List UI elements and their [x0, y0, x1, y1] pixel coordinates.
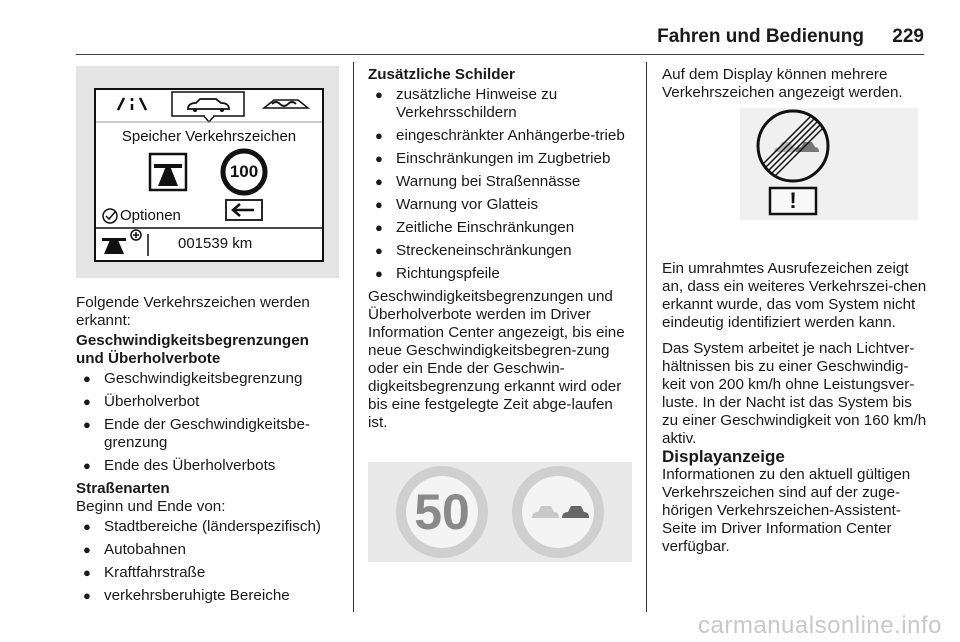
- watermark: carmanualsonline.info: [698, 612, 942, 639]
- section-heading-speed-limits: Geschwindigkeitsbegrenzungen und Überholverbote: [76, 332, 309, 367]
- page-title: Fahren und Bedienung: [657, 26, 864, 47]
- header-rule: [76, 54, 924, 55]
- road-types-list: [76, 518, 340, 605]
- speed-limit-50-value: 50: [414, 484, 470, 540]
- list-item: ● Kraftfahrstraße: [76, 564, 340, 582]
- list-item: ● Autobahnen: [76, 541, 340, 559]
- column-divider-2: [646, 62, 647, 612]
- check-circle-icon: [103, 209, 117, 223]
- display-illustration: [76, 66, 339, 278]
- display-info-text: Informationen zu den aktuell gültigen Verkehrszeichen sind auf der zuge-hörigen Verkehrszeichen-Assistent-Seite im Driver Information Center verfügbar.: [662, 466, 911, 555]
- list-item: ● Ende der Geschwindigkeitsbe-grenzung: [76, 416, 340, 452]
- signs-illustration: [368, 462, 632, 562]
- motorway-sign-icon: [150, 154, 186, 190]
- exclamation-mark: !: [789, 188, 797, 213]
- page-number: 229: [892, 26, 924, 47]
- column-divider-1: [353, 62, 354, 612]
- exclamation-description: Ein umrahmtes Ausrufezeichen zeigt an, dass ein weiteres Verkehrszei-chen erkannt wurde, das vom System nicht eindeutig identifiziert werden kann.: [662, 260, 927, 331]
- end-of-restrictions-sign: [758, 111, 828, 181]
- options-label: Optionen: [120, 207, 181, 224]
- list-item: ● verkehrsberuhigte Bereiche: [76, 587, 340, 605]
- road-icon: [118, 98, 146, 110]
- list-item: ● Überholverbot: [76, 393, 340, 411]
- list-item: ● Ende des Überholverbots: [76, 457, 340, 475]
- odometer-value: 001539 km: [178, 235, 253, 252]
- page-header: [76, 26, 924, 50]
- list-item: ● zusätzliche Hinweise zu Verkehrsschildern: [368, 86, 634, 122]
- list-item: ● Warnung bei Straßennässe: [368, 173, 634, 191]
- list-item: ● Einschränkungen im Zugbetrieb: [368, 150, 634, 168]
- list-item: ● Streckeneinschränkungen: [368, 242, 634, 260]
- speed-limits-list: [76, 370, 340, 475]
- display-frame: [94, 88, 324, 262]
- section-heading-additional-signs: Zusätzliche Schilder: [368, 66, 515, 83]
- no-overtaking-sign: [512, 466, 604, 558]
- additional-signs-list: [368, 86, 634, 283]
- intro-text: Folgende Verkehrszeichen werden erkannt:: [76, 294, 310, 329]
- list-item: ● Richtungspfeile: [368, 265, 634, 283]
- column-2: [368, 66, 634, 432]
- road-types-intro: Beginn und Ende von:: [76, 498, 226, 515]
- section-heading-display: Displayanzeige: [662, 447, 785, 466]
- list-item: ● Zeitliche Einschränkungen: [368, 219, 634, 237]
- list-item: ● eingeschränkter Anhängerbe-trieb: [368, 127, 634, 145]
- list-item: ● Warnung vor Glatteis: [368, 196, 634, 214]
- end-restriction-illustration: [740, 108, 918, 220]
- display-multiple-text: Auf dem Display können mehrere Verkehrszeichen angezeigt werden.: [662, 66, 903, 101]
- back-arrow-icon: [226, 200, 262, 220]
- section-heading-road-types: Straßenarten: [76, 480, 170, 497]
- system-speed-text: Das System arbeitet je nach Lichtver-hältnissen bis zu einer Geschwindig-keit von 200 km/h ohne Leistungsver-luste. In der Nacht ist das System bis zu einer Geschwindigkeit von 160 km/h aktiv.: [662, 340, 927, 447]
- list-item: ● Geschwindigkeitsbegrenzung: [76, 370, 340, 388]
- display-title: Speicher Verkehrszeichen: [121, 128, 297, 145]
- speed-limit-value: 100: [229, 162, 259, 181]
- body-paragraph: Geschwindigkeitsbegrenzungen und Überholverbote werden im Driver Information Center angezeigt, bis eine neue Geschwindigkeitsbegren-zung oder ein Ende der Geschwin-digkeitsbegrenzung erkannt wird oder bis eine festgelegte Zeit abge-laufen ist.: [368, 288, 625, 431]
- column-1: [76, 294, 340, 610]
- slippery-road-icon: [264, 100, 308, 108]
- motorway-small-icon: [102, 230, 141, 254]
- list-item: ● Stadtbereiche (länderspezifisch): [76, 518, 340, 536]
- car-icon-tab: [172, 92, 244, 122]
